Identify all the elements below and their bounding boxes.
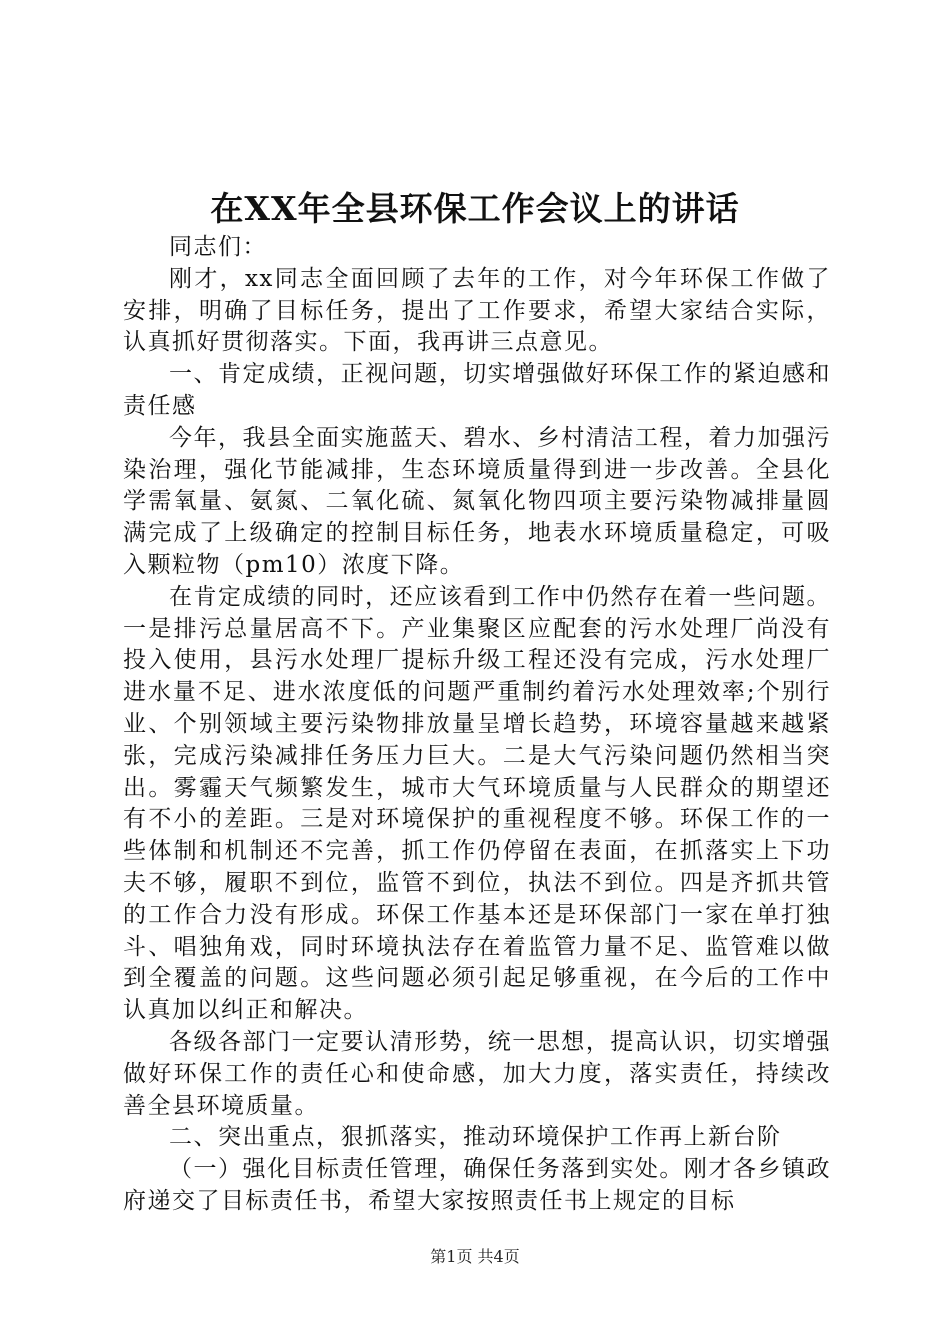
call-to-action-paragraph: 各级各部门一定要认清形势，统一思想，提高认识，切实增强做好环保工作的责任心和使命感，加大力度，落实责任，持续改善全县环境质量。 xyxy=(123,1028,831,1119)
salutation-paragraph: 同志们： xyxy=(169,234,267,260)
document-body xyxy=(123,232,831,1218)
intro-paragraph: 刚才，xx同志全面回顾了去年的工作，对今年环保工作做了安排，明确了目标任务，提出了工作要求，希望大家结合实际，认真抓好贯彻落实。下面，我再讲三点意见。 xyxy=(123,265,831,356)
section-heading-2: 二、突出重点，狠抓落实，推动环境保护工作再上新台阶 xyxy=(169,1124,782,1151)
problems-paragraph: 在肯定成绩的同时，还应该看到工作中仍然存在着一些问题。一是排污总量居高不下。产业集聚区应配套的污水处理厂尚没有投入使用，县污水处理厂提标升级工程还没有完成，污水处理厂进水量不足、进水浓度低的问题严重制约着污水处理效率;个别行业、个别领域主要污染物排放量呈增长趋势，环境容量越来越紧张，完成污染减排任务压力巨大。二是大气污染问题仍然相当突出。雾霾天气频繁发生，城市大气环境质量与人民群众的期望还有不小的差距。三是对环境保护的重视程度不够。环保工作的一些体制和机制还不完善，抓工作仍停留在表面，在抓落实上下功夫不够，履职不到位，监管不到位，执法不到位。四是齐抓共管的工作合力没有形成。环保工作基本还是环保部门一家在单打独斗、唱独角戏，同时环境执法存在着监管力量不足、监管难以做到全覆盖的问题。这些问题必须引起足够重视，在今后的工作中认真加以纠正和解决。 xyxy=(123,583,831,1024)
achievements-paragraph: 今年，我县全面实施蓝天、碧水、乡村清洁工程，着力加强污染治理，强化节能减排，生态环境质量得到进一步改善。全县化学需氧量、氨氮、二氧化硫、氮氧化物四项主要污染物减排量圆满完成了上级确定的控制目标任务，地表水环境质量稳定，可吸入颗粒物（pm10）浓度下降。 xyxy=(123,424,831,578)
target-management-paragraph: （一）强化目标责任管理，确保任务落到实处。刚才各乡镇政府递交了目标责任书，希望大家按照责任书上规定的目标 xyxy=(123,1156,831,1214)
page-number-footer: 第1页 共4页 xyxy=(430,1247,520,1266)
section-heading-1: 一、肯定成绩，正视问题，切实增强做好环保工作的紧迫感和责任感 xyxy=(123,361,831,419)
document-title: 在XX年全县环保工作会议上的讲话 xyxy=(210,189,740,228)
